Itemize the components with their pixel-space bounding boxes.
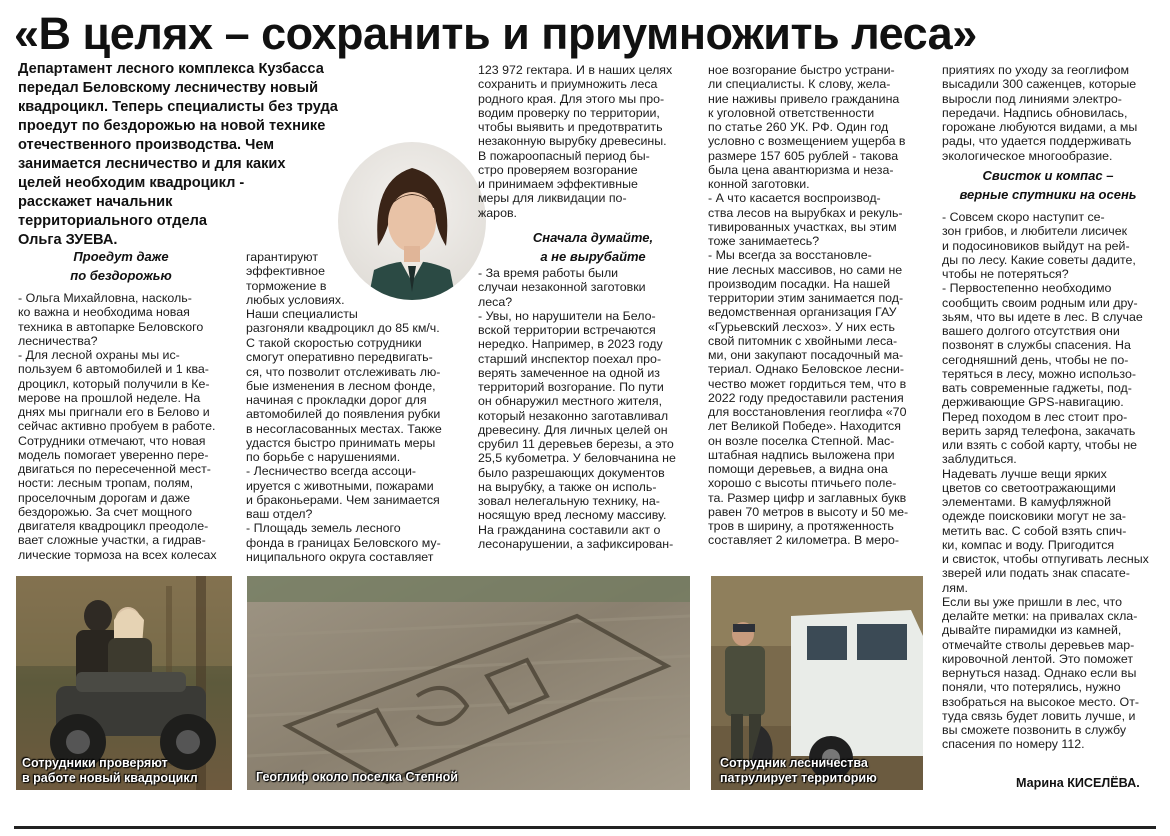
text-line: одежде поисковики могут не за- [942, 509, 1127, 524]
text-line: и подосиновиков выйдут на рей- [942, 238, 1130, 253]
text-line: занимается лесничество и для каких [18, 156, 286, 172]
text-line: рады, что удается поддерживать [942, 134, 1132, 149]
text-line: - Площадь земель лесного [246, 521, 401, 536]
text-line: проедут по бездорожью на новой технике [18, 118, 326, 134]
text-line: на вырубку, а также он исполь- [478, 479, 657, 494]
text-line: территорий возгорание. По пути [478, 380, 664, 394]
text-line: он обнаружил местного жителя, [478, 394, 663, 409]
text-line: по бездорожью [70, 268, 172, 283]
text-line: конной заготовки. [708, 177, 810, 191]
text-line: позвонят в службы спасения. На [942, 338, 1131, 353]
text-line: чество может гордиться тем, что в [708, 376, 907, 391]
text-line: бездорожью. За счет мощного [18, 504, 193, 519]
text-line: чтобы выявить и предотвратить [478, 120, 663, 134]
text-line: днях мы пригнали его в Белово и [18, 405, 210, 419]
text-line: незаконную вырубку древесины. [478, 134, 667, 149]
text-line: бые изменения в лесном фонде, [246, 378, 436, 393]
text-line: заблудиться. [942, 452, 1017, 467]
text-line: срубил 11 деревьев березы, а это [478, 437, 674, 451]
text-line: вы сможете позвонить в службу [942, 723, 1127, 737]
text-line: территории этим занимается под- [708, 291, 904, 305]
text-line: ли специалисты. К слову, жела- [708, 77, 891, 92]
bottom-rule [14, 826, 1156, 829]
column-3-text [478, 266, 696, 551]
text-line: лесонарушении, а зафиксирован- [478, 536, 674, 551]
text-line: горожане любуются видами, а мы [942, 120, 1138, 134]
photo-geoglyph [247, 576, 690, 790]
text-line: техника в автопарке Беловского [18, 319, 204, 334]
column-1-text [18, 291, 230, 562]
text-line: двигателя квадроцикл преодоле- [18, 519, 209, 533]
text-line: проселочным дорогам и даже [18, 490, 190, 505]
column-3-top-text [478, 63, 696, 220]
text-line: 25,5 кубометра. У беловчанина не [478, 451, 676, 466]
text-line: удастся быстро принимать меры [246, 435, 436, 450]
text-line: - За время работы были [478, 266, 619, 280]
text-line: приятиях по уходу за геоглифом [942, 63, 1130, 77]
text-line: зон грибов, и любители лисичек [942, 224, 1128, 239]
column-2-text [246, 336, 462, 564]
column-5-text [942, 210, 1158, 752]
text-line: старший инспектор поехал про- [478, 351, 662, 366]
text-line: патрулирует территорию [720, 771, 877, 785]
text-line: смогут оперативно передвигать- [246, 350, 433, 365]
text-line: лет Великой Победе». Находится [708, 419, 901, 434]
text-line: ваш отдел? [246, 507, 313, 521]
text-line: поняли, что потерялись, нужно [942, 680, 1121, 695]
text-line: - Мы всегда за восстановле- [708, 248, 872, 263]
text-line: теряться в лесу, можно использо- [942, 366, 1136, 381]
text-line: составляет 2 километра. В меро- [708, 533, 899, 548]
text-line: взобраться на высокое место. От- [942, 694, 1139, 709]
text-line: верять замеченное на одной из [478, 365, 660, 380]
text-line: ниципального округа составляет [246, 549, 434, 564]
text-line: дроцикл, который получили в Ке- [18, 376, 210, 391]
text-line: а не вырубайте [540, 249, 646, 264]
text-line: в работе новый квадроцикл [22, 771, 198, 785]
text-line: квадроцикл. Теперь специалисты без труда [18, 99, 338, 115]
text-line: ми, они закупают посадочный ма- [708, 348, 904, 362]
text-line: гарантируют [246, 250, 319, 264]
text-line: целей необходим квадроцикл - [18, 175, 245, 191]
text-line: торможение в [246, 278, 327, 293]
text-line: отечественного производства. Чем [18, 137, 275, 153]
text-line: который незаконно заготавливал [478, 408, 669, 423]
text-line: - Совсем скоро наступит се- [942, 210, 1105, 224]
text-line: было разрешающих документов [478, 465, 665, 480]
text-line: Департамент лесного комплекса Кузбасса [18, 61, 324, 77]
text-line: Надевать лучше вещи ярких [942, 466, 1107, 481]
text-line: равен 70 метров в высоту и 50 ме- [708, 504, 909, 519]
caption-patrol [720, 756, 877, 786]
text-line: туда связь будет ловить лучше, и [942, 708, 1136, 723]
text-line: хорошо с высоты птичьего поле- [708, 476, 897, 491]
text-line: помощи деревьев, а видна она [708, 462, 888, 476]
text-line: Если вы уже пришли в лес, что [942, 594, 1122, 609]
text-line: - А что касается воспроизвод- [708, 191, 881, 206]
text-line: была цена авантюризма и неза- [708, 162, 894, 177]
text-line: пользуем 6 автомобилей и 1 ква- [18, 362, 209, 377]
text-line: Свисток и компас – [982, 168, 1114, 183]
text-line: передачи. Надпись обновилась, [942, 105, 1128, 120]
text-line: леса? [478, 294, 513, 309]
text-line: ведомственная организация ГАУ [708, 305, 897, 320]
text-line: держивающие GPS-навигацию. [942, 395, 1124, 410]
text-line: вернуться назад. Однако если вы [942, 666, 1137, 680]
text-line: передал Беловскому лесничеству новый [18, 80, 319, 96]
column-5-top-text [942, 63, 1158, 163]
text-line: вать современные гаджеты, под- [942, 381, 1132, 395]
text-line: условно с возмещением ущерба в [708, 134, 906, 149]
article-byline: Марина КИСЕЛЁВА. [1016, 776, 1140, 790]
text-line: ды по лесу. Какие советы дадите, [942, 252, 1136, 267]
text-line: двигаться по пересеченной мест- [18, 462, 211, 476]
text-line: штабная надпись выложена при [708, 447, 895, 462]
text-line: ние лесных массивов, но сами не [708, 262, 903, 277]
text-line: дывайте пирамидки из камней, [942, 623, 1122, 638]
text-line: эффективное [246, 264, 325, 279]
text-line: - Для лесной охраны мы ис- [18, 348, 180, 362]
text-line: в несогласованных местах. Также [246, 421, 442, 436]
text-line: териал. Однако Беловское лесни- [708, 362, 904, 377]
text-line: спасения по номеру 112. [942, 737, 1085, 752]
text-line: верить заряд телефона, закачать [942, 423, 1136, 438]
text-line: и браконьерами. Чем занимается [246, 492, 440, 507]
text-line: нередко. Например, в 2023 году [478, 337, 663, 352]
text-line: сообщить своим родным или дру- [942, 295, 1138, 310]
text-line: водим проверку по территории, [478, 105, 660, 120]
text-line: метить вас. С собой взять спич- [942, 523, 1127, 538]
subhead-think-first [490, 228, 696, 266]
caption-quad-bike [22, 756, 198, 786]
text-line: мерове на прошлой неделе. На [18, 390, 201, 405]
text-line: зверей или подать знак спасате- [942, 566, 1130, 581]
text-line: верные спутники на осень [959, 187, 1137, 202]
text-line: древесину. Для личных целей он [478, 422, 668, 437]
text-line: для восстановления геоглифа «70 [708, 405, 907, 419]
text-line: сейчас активно пробуем в работе. [18, 419, 216, 434]
text-line: и принимаем эффективные [478, 177, 638, 191]
text-line: случаи незаконной заготовки [478, 280, 646, 295]
text-line: производим посадки. На нашей [708, 276, 891, 291]
text-line: тивированных участках, вы этим [708, 219, 897, 234]
caption-geoglyph [256, 770, 458, 785]
text-line: Сотрудник лесничества [720, 756, 868, 770]
text-line: по статье 260 УК. РФ. Один год [708, 120, 889, 134]
text-line: Геоглиф около поселка Степной [256, 770, 458, 784]
text-line: лесничества? [18, 333, 98, 348]
text-line: ности: лесным тропам, полям, [18, 476, 194, 491]
text-line: кировочной лентой. Это поможет [942, 651, 1134, 666]
text-line: начиная с прокладки дорог для [246, 393, 427, 407]
text-line: Сотрудники проверяют [22, 756, 168, 770]
text-line: сохранить и приумножить леса [478, 77, 658, 92]
text-line: тоже занимаетесь? [708, 234, 820, 248]
text-line: территориального отдела [18, 213, 208, 229]
text-line: зовал нелегальную технику, на- [478, 494, 660, 508]
text-line: отмечайте стволы деревьев мар- [942, 637, 1135, 652]
text-line: родного края. Для этого мы про- [478, 91, 665, 106]
text-line: ства лесов на вырубках и рекуль- [708, 205, 903, 220]
text-line: выросли под линиями электро- [942, 91, 1122, 106]
text-line: разгоняли квадроцикл до 85 км/ч. [246, 321, 440, 336]
text-line: лям. [942, 580, 968, 595]
text-line: модель помогает уверенно пере- [18, 447, 209, 462]
text-line: размере 157 605 рублей - такова [708, 148, 899, 163]
text-line: любых условиях. [246, 292, 345, 307]
text-line: ся, что позволит отслеживать лю- [246, 364, 441, 379]
text-line: ко важна и необходима новая [18, 305, 190, 320]
text-line: тров в ширину, а протяженность [708, 519, 894, 533]
text-line: по борьбе с нарушениями. [246, 450, 401, 464]
text-line: свой питомник с хвойными леса- [708, 333, 898, 348]
text-line: и свисток, чтобы отпугивать лесных [942, 552, 1149, 566]
text-line: жаров. [478, 205, 517, 220]
text-line: ки, компас и воду. Пригодится [942, 537, 1115, 552]
article-headline: «В целях – сохранить и приумножить леса» [14, 8, 977, 59]
text-line: - Увы, но нарушители на Бело- [478, 308, 656, 323]
text-line: - Первостепенно необходимо [942, 281, 1112, 296]
column-4-text [708, 63, 930, 548]
text-line: та. Размер цифр и заглавных букв [708, 490, 907, 505]
text-line: Наши специалисты [246, 307, 358, 321]
text-line: сегодняшний день, чтобы не по- [942, 352, 1129, 367]
text-line: носящую вред лесному массиву. [478, 508, 667, 523]
text-line: - Ольга Михайловна, насколь- [18, 291, 192, 305]
text-line: «Гурьевский лесхоз». У них есть [708, 319, 895, 334]
text-line: Сначала думайте, [532, 230, 654, 245]
text-line: элементами. В камуфляжной [942, 495, 1111, 509]
text-line: - Лесничество всегда ассоци- [246, 464, 417, 479]
text-line: высадили 300 саженцев, которые [942, 77, 1137, 92]
text-line: он возле поселка Степной. Мас- [708, 433, 895, 448]
text-line: Сотрудники отмечают, что новая [18, 433, 206, 448]
text-line: к уголовной ответственности [708, 105, 875, 120]
text-line: С такой скоростью сотрудники [246, 336, 422, 350]
text-line: На гражданина составили акт о [478, 522, 661, 537]
text-line: ние наживы привело гражданина [708, 91, 900, 106]
column-2-top-text [246, 250, 466, 336]
text-line: В пожароопасный период бы- [478, 148, 650, 163]
text-line: экологическое многообразие. [942, 148, 1113, 163]
text-line: чтобы не потеряться? [942, 267, 1069, 281]
text-line: 2022 году предоставили растения [708, 390, 904, 405]
text-line: делайте метки: на привалах скла- [942, 609, 1138, 623]
text-line: ное возгорание быстро устрани- [708, 63, 895, 77]
text-line: Ольга ЗУЕВА. [18, 232, 118, 248]
text-line: меры для ликвидации по- [478, 191, 627, 206]
text-line: вает сложные участки, а гидрав- [18, 533, 206, 548]
text-line: ируется с животными, пожарами [246, 478, 434, 493]
text-line: автомобилей до появления рубки [246, 407, 441, 422]
text-line: зьям, что вы идете в лес. В случае [942, 309, 1143, 324]
text-line: стро проверяем возгорание [478, 162, 638, 177]
text-line: вашего долгого отсутствия они [942, 324, 1120, 338]
text-line: расскажет начальник [18, 194, 173, 210]
text-line: 123 972 гектара. И в наших целях [478, 63, 673, 77]
text-line: вской территории встречаются [478, 323, 656, 337]
text-line: Проедут даже [73, 249, 169, 264]
text-line: фонда в границах Беловского му- [246, 535, 441, 550]
text-line: Перед походом в лес стоит про- [942, 409, 1128, 424]
text-line: лические тормоза на всех колесах [18, 547, 217, 562]
text-line: или взять с собой карту, чтобы не [942, 438, 1138, 452]
subhead-off-road [16, 247, 226, 285]
subhead-whistle-compass [940, 166, 1156, 204]
text-line: цветов со светоотражающими [942, 480, 1116, 495]
